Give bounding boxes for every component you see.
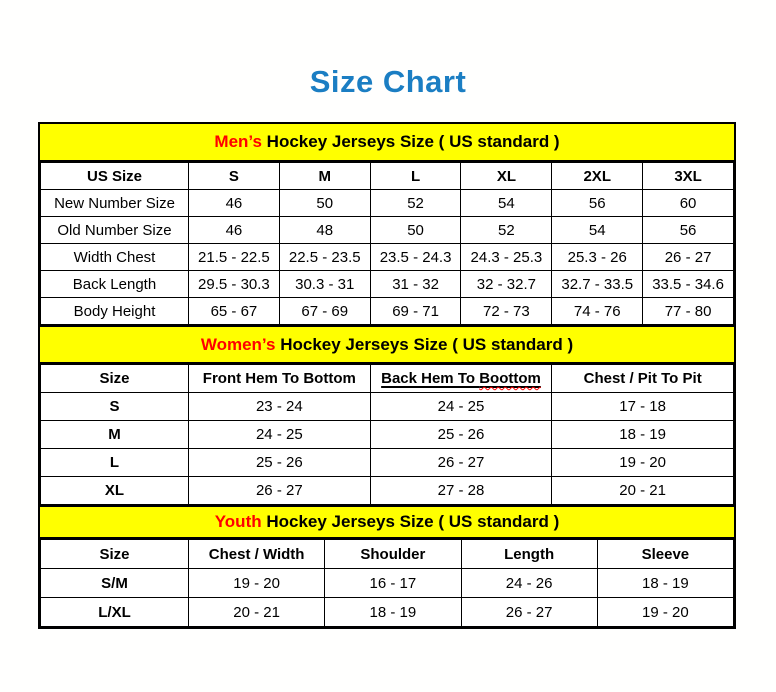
size-value: 50 xyxy=(370,217,461,244)
size-value: 60 xyxy=(643,190,734,217)
column-header: Length xyxy=(461,540,597,569)
table-row xyxy=(41,477,734,505)
row-label: L xyxy=(41,449,189,477)
size-value: 25 - 26 xyxy=(189,449,371,477)
size-value: 25.3 - 26 xyxy=(552,244,643,271)
size-value: 19 - 20 xyxy=(552,449,734,477)
section-youth xyxy=(40,505,734,627)
size-value: 19 - 20 xyxy=(189,569,325,598)
banner-text: Hockey Jerseys Size ( US standard ) xyxy=(261,512,560,531)
size-value: 54 xyxy=(552,217,643,244)
column-header: 2XL xyxy=(552,163,643,190)
size-value: 65 - 67 xyxy=(189,298,280,325)
column-header: Chest / Pit To Pit xyxy=(552,365,734,393)
womens-size-table xyxy=(40,364,734,505)
table-row xyxy=(41,393,734,421)
row-label: S xyxy=(41,393,189,421)
size-value: 32 - 32.7 xyxy=(461,271,552,298)
table-row xyxy=(41,598,734,627)
row-label: New Number Size xyxy=(41,190,189,217)
size-value: 24 - 26 xyxy=(461,569,597,598)
size-value: 56 xyxy=(643,217,734,244)
size-value: 26 - 27 xyxy=(461,598,597,627)
size-value: 52 xyxy=(370,190,461,217)
page-title: Size Chart xyxy=(309,64,467,99)
column-header: Front Hem To Bottom xyxy=(189,365,371,393)
size-value: 67 - 69 xyxy=(279,298,370,325)
size-value: 18 - 19 xyxy=(552,421,734,449)
size-value: 48 xyxy=(279,217,370,244)
size-value: 24 - 25 xyxy=(370,393,552,421)
banner-highlight: Women’s xyxy=(200,335,276,354)
size-value: 30.3 - 31 xyxy=(279,271,370,298)
column-header xyxy=(370,365,552,393)
section-womens xyxy=(40,325,734,505)
column-header: L xyxy=(370,163,461,190)
misspelled-word: Boottom xyxy=(479,370,541,387)
row-label: M xyxy=(41,421,189,449)
size-value: 26 - 27 xyxy=(189,477,371,505)
youth-section-banner xyxy=(40,505,734,539)
header-row xyxy=(41,540,734,569)
column-header: Chest / Width xyxy=(189,540,325,569)
row-label: Width Chest xyxy=(41,244,189,271)
header-row xyxy=(41,365,734,393)
column-header: M xyxy=(279,163,370,190)
row-label: Old Number Size xyxy=(41,217,189,244)
size-value: 26 - 27 xyxy=(643,244,734,271)
size-value: 26 - 27 xyxy=(370,449,552,477)
size-value: 56 xyxy=(552,190,643,217)
size-value: 77 - 80 xyxy=(643,298,734,325)
column-header: S xyxy=(189,163,280,190)
size-value: 21.5 - 22.5 xyxy=(189,244,280,271)
size-chart-table-group xyxy=(38,122,736,629)
table-row xyxy=(41,190,734,217)
size-value: 32.7 - 33.5 xyxy=(552,271,643,298)
table-row xyxy=(41,421,734,449)
mens-section-banner xyxy=(40,124,734,162)
column-header: Size xyxy=(41,365,189,393)
size-value: 72 - 73 xyxy=(461,298,552,325)
size-value: 16 - 17 xyxy=(325,569,461,598)
mens-size-table xyxy=(40,162,734,325)
youth-size-table xyxy=(40,539,734,627)
size-value: 46 xyxy=(189,190,280,217)
size-value: 24 - 25 xyxy=(189,421,371,449)
row-label: Body Height xyxy=(41,298,189,325)
size-value: 18 - 19 xyxy=(597,569,733,598)
size-value: 33.5 - 34.6 xyxy=(643,271,734,298)
table-row xyxy=(41,298,734,325)
size-value: 46 xyxy=(189,217,280,244)
size-value: 20 - 21 xyxy=(189,598,325,627)
row-label: XL xyxy=(41,477,189,505)
row-label: Back Length xyxy=(41,271,189,298)
size-value: 20 - 21 xyxy=(552,477,734,505)
size-value: 31 - 32 xyxy=(370,271,461,298)
column-header: Shoulder xyxy=(325,540,461,569)
size-value: 50 xyxy=(279,190,370,217)
column-header: 3XL xyxy=(643,163,734,190)
table-row xyxy=(41,244,734,271)
banner-highlight: Youth xyxy=(214,512,262,531)
size-value: 23 - 24 xyxy=(189,393,371,421)
size-value: 54 xyxy=(461,190,552,217)
header-row xyxy=(41,163,734,190)
table-row xyxy=(41,271,734,298)
banner-text: Hockey Jerseys Size ( US standard ) xyxy=(275,335,574,354)
size-value: 25 - 26 xyxy=(370,421,552,449)
row-label: L/XL xyxy=(41,598,189,627)
column-header-text: Back Hem To xyxy=(381,370,480,387)
table-row xyxy=(41,569,734,598)
size-value: 74 - 76 xyxy=(552,298,643,325)
size-value: 18 - 19 xyxy=(325,598,461,627)
womens-section-banner xyxy=(40,325,734,364)
size-value: 69 - 71 xyxy=(370,298,461,325)
size-value: 24.3 - 25.3 xyxy=(461,244,552,271)
size-value: 29.5 - 30.3 xyxy=(189,271,280,298)
column-header: Sleeve xyxy=(597,540,733,569)
column-header: Size xyxy=(41,540,189,569)
size-value: 27 - 28 xyxy=(370,477,552,505)
row-label: S/M xyxy=(41,569,189,598)
size-value: 19 - 20 xyxy=(597,598,733,627)
banner-text: Hockey Jerseys Size ( US standard ) xyxy=(261,132,560,151)
size-value: 52 xyxy=(461,217,552,244)
table-row xyxy=(41,449,734,477)
banner-highlight: Men’s xyxy=(214,132,262,151)
column-header: XL xyxy=(461,163,552,190)
size-value: 23.5 - 24.3 xyxy=(370,244,461,271)
size-value: 17 - 18 xyxy=(552,393,734,421)
table-row xyxy=(41,217,734,244)
size-value: 22.5 - 23.5 xyxy=(279,244,370,271)
column-header: US Size xyxy=(41,163,189,190)
section-mens xyxy=(40,124,734,325)
